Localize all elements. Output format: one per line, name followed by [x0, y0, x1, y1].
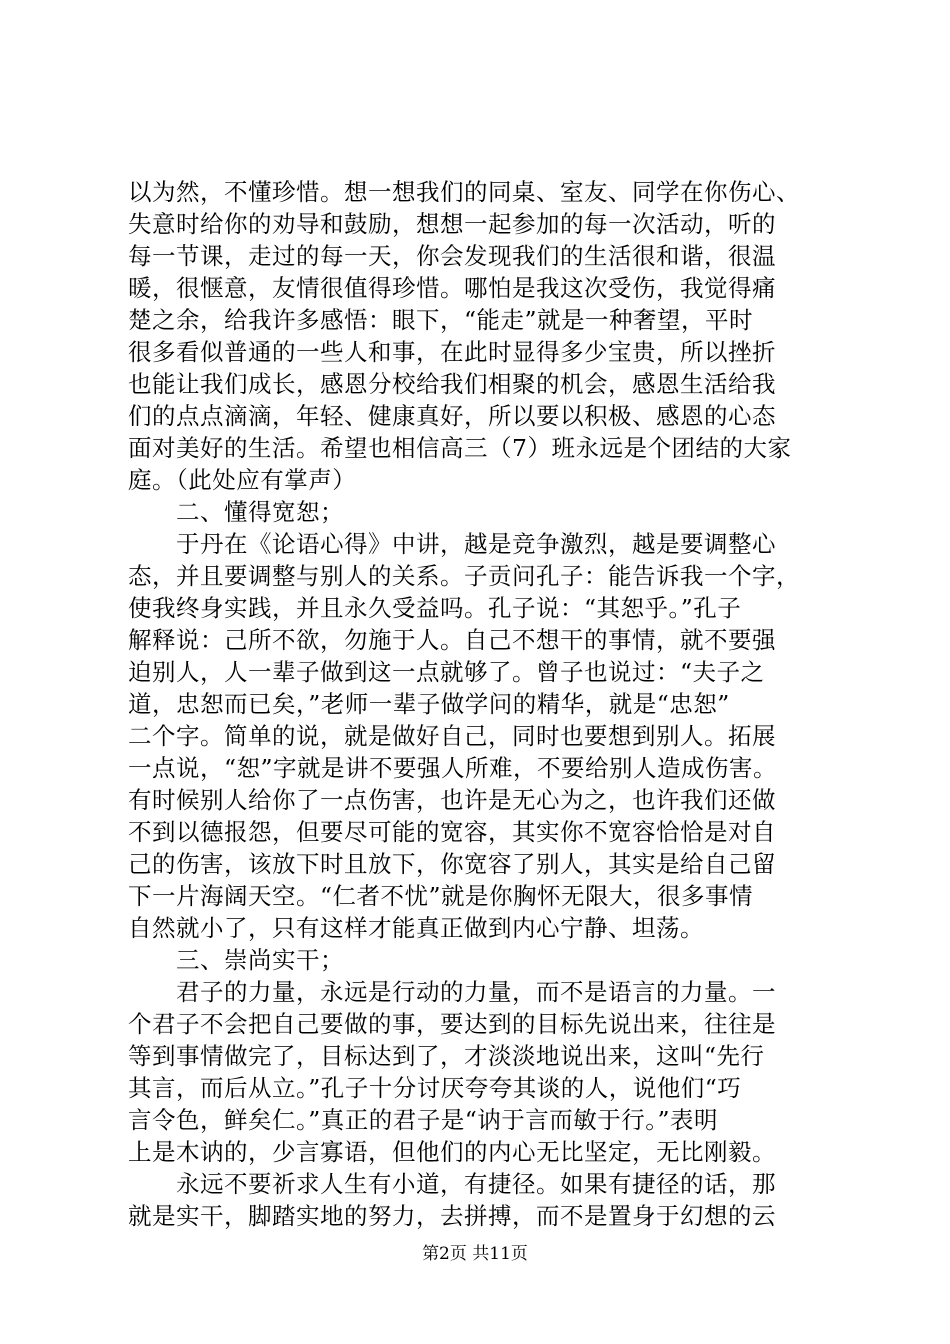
text-line: 解释说：己所不欲，勿施于人。自己不想干的事情，就不要强: [128, 626, 776, 654]
page-footer: [0, 1243, 950, 1265]
text-line: 也能让我们成长，感恩分校给我们相聚的机会，感恩生活给我: [128, 370, 776, 398]
text-line: 楚之余，给我许多感悟：眼下，“能走”就是一种奢望，平时: [128, 306, 754, 334]
text-line: 一点说，“恕”字就是讲不要强人所难，不要给别人造成伤害。: [128, 754, 778, 782]
section-heading: 二、懂得宽恕；: [128, 498, 344, 526]
text-line: 己的伤害，该放下时且放下，你宽容了别人，其实是给自己留: [128, 850, 776, 878]
text-line: 君子的力量，永远是行动的力量，而不是语言的力量。一: [128, 978, 776, 1006]
text-line: 态，并且要调整与别人的关系。子贡问孔子：能告诉我一个字，: [128, 562, 800, 590]
text-line: 等到事情做完了，目标达到了，才淡淡地说出来，这叫“先行: [128, 1042, 765, 1070]
text-line: 失意时给你的劝导和鼓励，想想一起参加的每一次活动，听的: [128, 210, 776, 238]
text-line: 每一节课，走过的每一天，你会发现我们的生活很和谐，很温: [128, 242, 776, 270]
text-line: 迫别人，人一辈子做到这一点就够了。曾子也说过：“夫子之: [128, 658, 765, 686]
body-text: [128, 176, 848, 1232]
text-line: 不到以德报怨，但要尽可能的宽容，其实你不宽容恰恰是对自: [128, 818, 776, 846]
text-line: 上是木讷的，少言寡语，但他们的内心无比坚定，无比刚毅。: [128, 1138, 776, 1166]
text-line: 永远不要祈求人生有小道，有捷径。如果有捷径的话，那: [128, 1170, 776, 1198]
text-line: 道，忠恕而已矣，”老师一辈子做学问的精华，就是“忠恕”: [128, 690, 730, 718]
text-line: 庭。（此处应有掌声）: [128, 466, 357, 494]
text-line: 使我终身实践，并且永久受益吗。孔子说：“其恕乎。”孔子: [128, 594, 742, 622]
text-line: 个君子不会把自己要做的事，要达到的目标先说出来，往往是: [128, 1010, 776, 1038]
text-line: 很多看似普通的一些人和事，在此时显得多少宝贵，所以挫折: [128, 338, 776, 366]
text-line: 言令色，鲜矣仁。”真正的君子是“讷于言而敏于行。”表明: [128, 1106, 719, 1134]
text-line: 暖，很惬意，友情很值得珍惜。哪怕是我这次受伤，我觉得痛: [128, 274, 776, 302]
text-line: 二个字。简单的说，就是做好自己，同时也要想到别人。拓展: [128, 722, 776, 750]
text-line: 其言，而后从立。”孔子十分讨厌夸夸其谈的人，说他们“巧: [128, 1074, 742, 1102]
text-line: 下一片海阔天空。“仁者不忧”就是你胸怀无限大，很多事情: [128, 882, 754, 910]
text-line: 自然就小了，只有这样才能真正做到内心宁静、坦荡。: [128, 914, 704, 942]
text-line: 于丹在《论语心得》中讲，越是竞争激烈，越是要调整心: [128, 530, 776, 558]
text-line: 有时候别人给你了一点伤害，也许是无心为之，也许我们还做: [128, 786, 776, 814]
text-line: 面对美好的生活。希望也相信高三（7）班永远是个团结的大家: [128, 434, 792, 462]
text-line: 以为然，不懂珍惜。想一想我们的同桌、室友、同学在你伤心、: [128, 178, 800, 206]
text-line: 就是实干，脚踏实地的努力，去拼搏，而不是置身于幻想的云: [128, 1202, 776, 1230]
page-number-label: 第2页 共11页: [422, 1244, 528, 1264]
section-heading: 三、崇尚实干；: [128, 946, 344, 974]
text-line: 们的点点滴滴，年轻、健康真好，所以要以积极、感恩的心态: [128, 402, 776, 430]
